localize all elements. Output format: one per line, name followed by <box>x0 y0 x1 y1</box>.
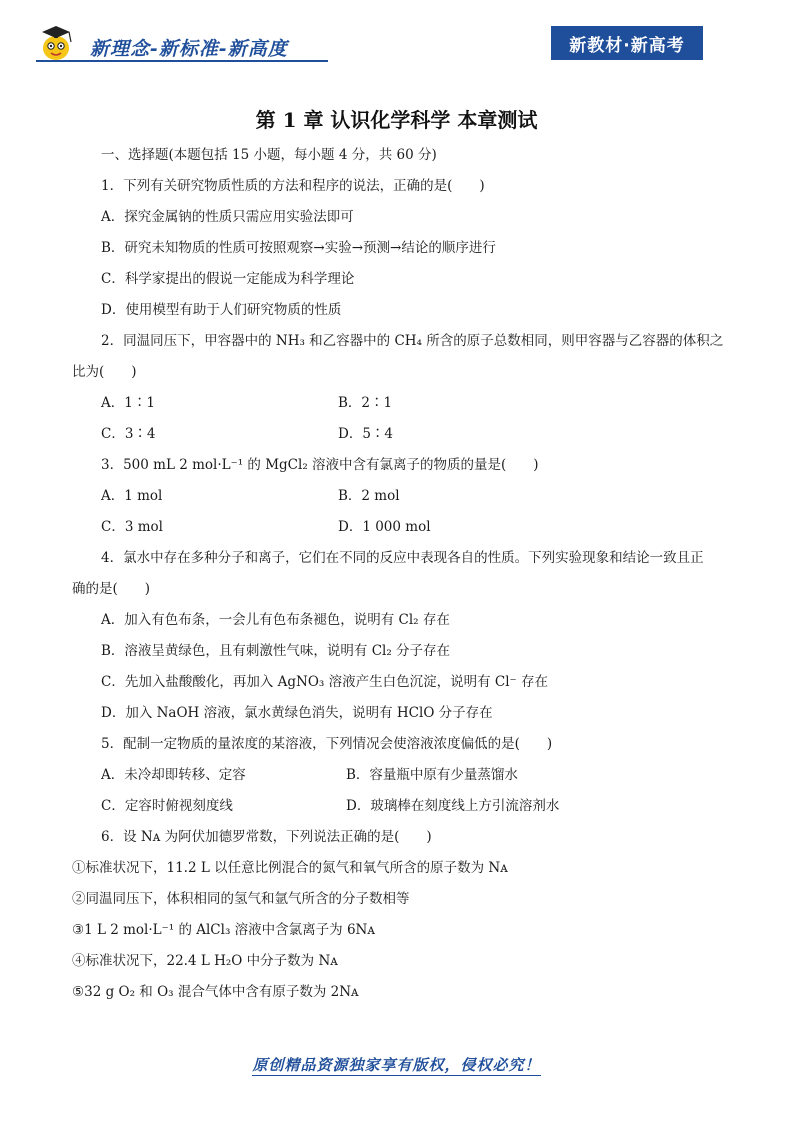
question-4-option-d: D．加入 NaOH 溶液，氯水黄绿色消失，说明有 HClO 分子存在 <box>101 705 493 721</box>
question-4-option-b: B．溶液呈黄绿色，且有刺激性气味，说明有 Cl₂ 分子存在 <box>101 643 451 659</box>
question-2-stem: 2．同温同压下，甲容器中的 NH₃ 和乙容器中的 CH₄ 所含的原子总数相同，则甲容器与乙容器的体积之 <box>101 333 724 349</box>
question-6-statement-1: ①标准状况下，11.2 L 以任意比例混合的氮气和氧气所含的原子数为 Nᴀ <box>72 860 508 876</box>
question-3-options-row2 <box>72 512 732 543</box>
question-2-stem-cont: 比为( ) <box>72 364 137 380</box>
question-3-option-a: A．1 mol <box>101 488 163 504</box>
question-5-option-d: D．玻璃棒在刻度线上方引流溶剂水 <box>346 798 560 814</box>
header-slogan: 新理念-新标准-新高度 <box>90 38 288 60</box>
question-3-option-d: D．1 000 mol <box>338 519 431 535</box>
question-5-stem: 5．配制一定物质的量浓度的某溶液，下列情况会使溶液浓度偏低的是( ) <box>101 736 553 752</box>
question-2-options-row2 <box>72 419 732 450</box>
question-1-option-a: A．探究金属钠的性质只需应用实验法即可 <box>101 209 354 225</box>
section-heading: 一、选择题(本题包括 15 小题，每小题 4 分，共 60 分) <box>101 147 437 163</box>
question-5-options-row1 <box>72 760 732 791</box>
question-1-option-d: D．使用模型有助于人们研究物质的性质 <box>101 302 342 318</box>
question-6-statement-5: ⑤32 g O₂ 和 O₃ 混合气体中含有原子数为 2Nᴀ <box>72 984 359 1000</box>
question-1-option-b: B．研究未知物质的性质可按照观察→实验→预测→结论的顺序进行 <box>101 240 496 256</box>
question-1-stem: 1．下列有关研究物质性质的方法和程序的说法，正确的是( ) <box>101 178 485 194</box>
copyright-footer <box>0 1054 793 1075</box>
question-4-option-c: C．先加入盐酸酸化，再加入 AgNO₃ 溶液产生白色沉淀，说明有 Cl⁻ 存在 <box>101 674 548 690</box>
page-title: 第 1 章 认识化学科学 本章测试 <box>255 108 538 132</box>
question-6-stem: 6．设 Nᴀ 为阿伏加德罗常数，下列说法正确的是( ) <box>101 829 432 845</box>
question-6-statement-4: ④标准状况下，22.4 L H₂O 中分子数为 Nᴀ <box>72 953 338 969</box>
question-6-statement-2: ②同温同压下，体积相同的氢气和氩气所含的分子数相等 <box>72 891 410 907</box>
question-4-stem: 4．氯水中存在多种分子和离子，它们在不同的反应中表现各自的性质。下列实验现象和结论一致且正 <box>101 550 704 566</box>
question-2-option-d: D．5∶4 <box>338 426 394 442</box>
header-divider <box>36 60 328 62</box>
question-3-option-c: C．3 mol <box>101 519 163 535</box>
question-2-option-c: C．3∶4 <box>101 426 156 442</box>
question-3-option-b: B．2 mol <box>338 488 400 504</box>
question-2-option-a: A．1∶1 <box>101 395 155 411</box>
question-2-option-b: B．2∶1 <box>338 395 393 411</box>
question-6-statement-3: ③1 L 2 mol·L⁻¹ 的 AlCl₃ 溶液中含氯离子为 6Nᴀ <box>72 922 375 938</box>
header-badge: 新教材·新高考 <box>551 26 703 60</box>
mascot-logo-icon <box>36 22 76 62</box>
question-3-options-row1 <box>72 481 732 512</box>
question-5-options-row2 <box>72 791 732 822</box>
question-4-option-a: A．加入有色布条，一会儿有色布条褪色，说明有 Cl₂ 存在 <box>101 612 450 628</box>
question-5-option-b: B．容量瓶中原有少量蒸馏水 <box>346 767 518 783</box>
question-4-stem-cont: 确的是( ) <box>72 581 151 597</box>
question-5-option-c: C．定容时俯视刻度线 <box>101 798 233 814</box>
question-2-options-row1 <box>72 388 732 419</box>
question-3-stem: 3．500 mL 2 mol·L⁻¹ 的 MgCl₂ 溶液中含有氯离子的物质的量是( ) <box>101 457 539 473</box>
question-5-option-a: A．未冷却即转移、定容 <box>101 767 246 783</box>
question-1-option-c: C．科学家提出的假说一定能成为科学理论 <box>101 271 355 287</box>
copyright-notice: 原创精品资源独家享有版权，侵权必究！ <box>252 1056 541 1074</box>
question-content <box>72 140 732 1008</box>
